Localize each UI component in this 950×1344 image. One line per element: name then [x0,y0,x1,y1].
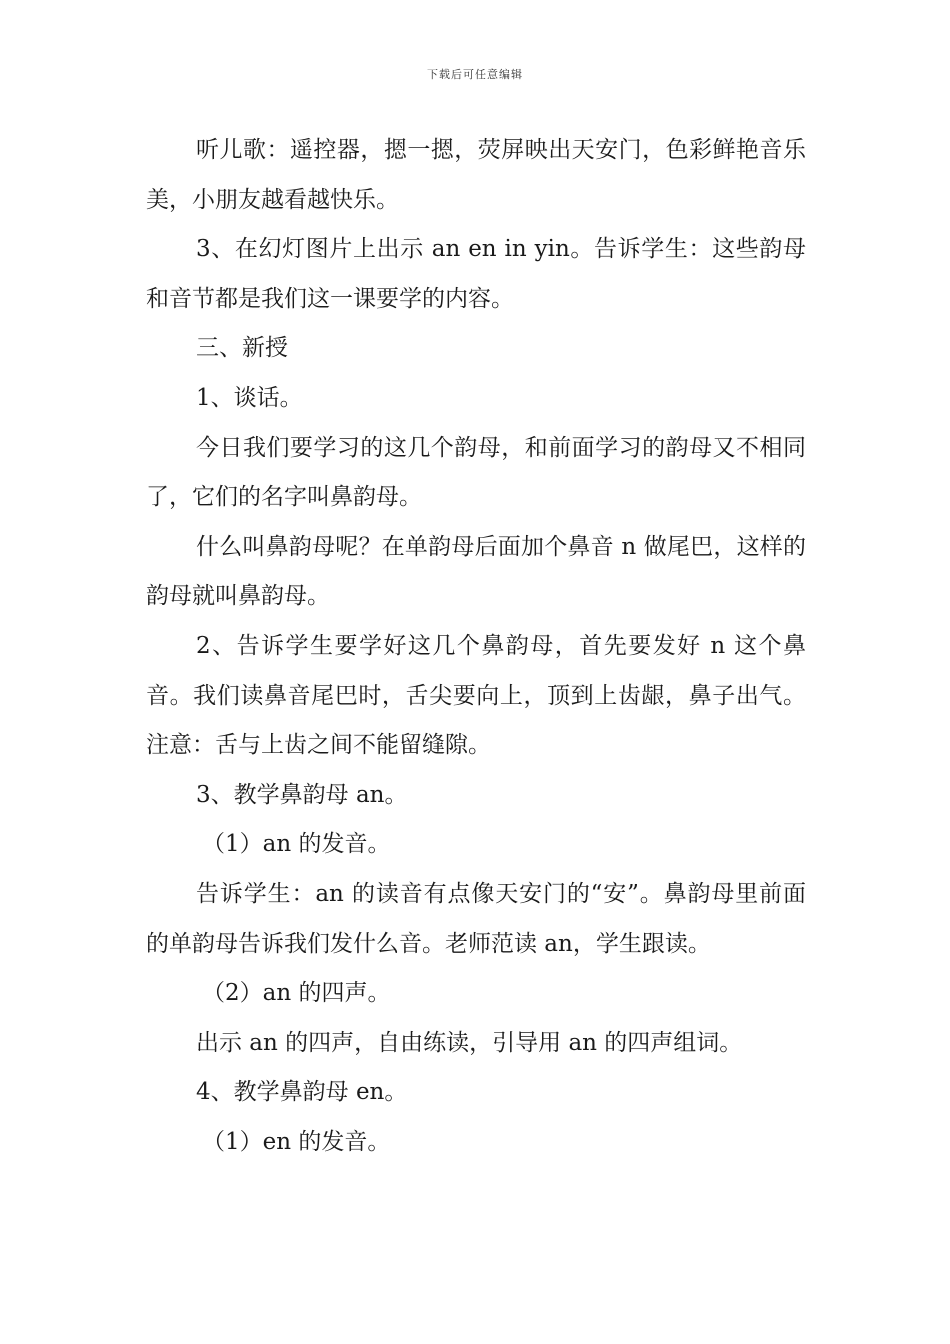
paragraph-slide-show: 3、在幻灯图片上出示 an en in yin。告诉学生：这些韵母和音节都是我们这一课要学的内容。 [146,236,806,312]
step-heading-teach-an: 3、教学鼻韵母 an。 [196,781,408,808]
paragraph-nasal-final-definition: 什么叫鼻韵母呢？在单韵母后面加个鼻音 n 做尾巴，这样的韵母就叫鼻韵母。 [146,533,806,610]
paragraph-an-tones-practice: 出示 an 的四声，自由练读，引导用 an 的四声组词。 [196,1029,743,1056]
sub-heading-en-pronunciation: （1）en 的发音。 [202,1128,391,1155]
step-heading-talk: 1、谈话。 [196,384,303,411]
page-header: 下载后可任意编辑 [427,68,523,81]
paragraph-nursery-rhyme: 听儿歌：遥控器，摁一摁，荧屏映出天安门，色彩鲜艳音乐美，小朋友越看越快乐。 [146,137,806,213]
sub-heading-an-four-tones: （2）an 的四声。 [202,980,391,1007]
step-heading-teach-en: 4、教学鼻韵母 en。 [196,1079,408,1106]
document-body [146,126,806,1167]
paragraph-an-explanation: 告诉学生：an 的读音有点像天安门的“安”。鼻韵母里前面的单韵母告诉我们发什么音。老师范读 an，学生跟读。 [146,880,806,957]
paragraph-nasal-sound-n: 2、告诉学生要学好这几个鼻韵母，首先要发好 n 这个鼻音。我们读鼻音尾巴时，舌尖要向上，顶到上齿龈，鼻子出气。注意：舌与上齿之间不能留缝隙。 [146,632,806,759]
sub-heading-an-pronunciation: （1）an 的发音。 [202,831,391,858]
section-heading-new-lesson: 三、新授 [196,335,288,362]
paragraph-intro-nasal-finals: 今日我们要学习的这几个韵母，和前面学习的韵母又不相同了，它们的名字叫鼻韵母。 [146,434,806,511]
